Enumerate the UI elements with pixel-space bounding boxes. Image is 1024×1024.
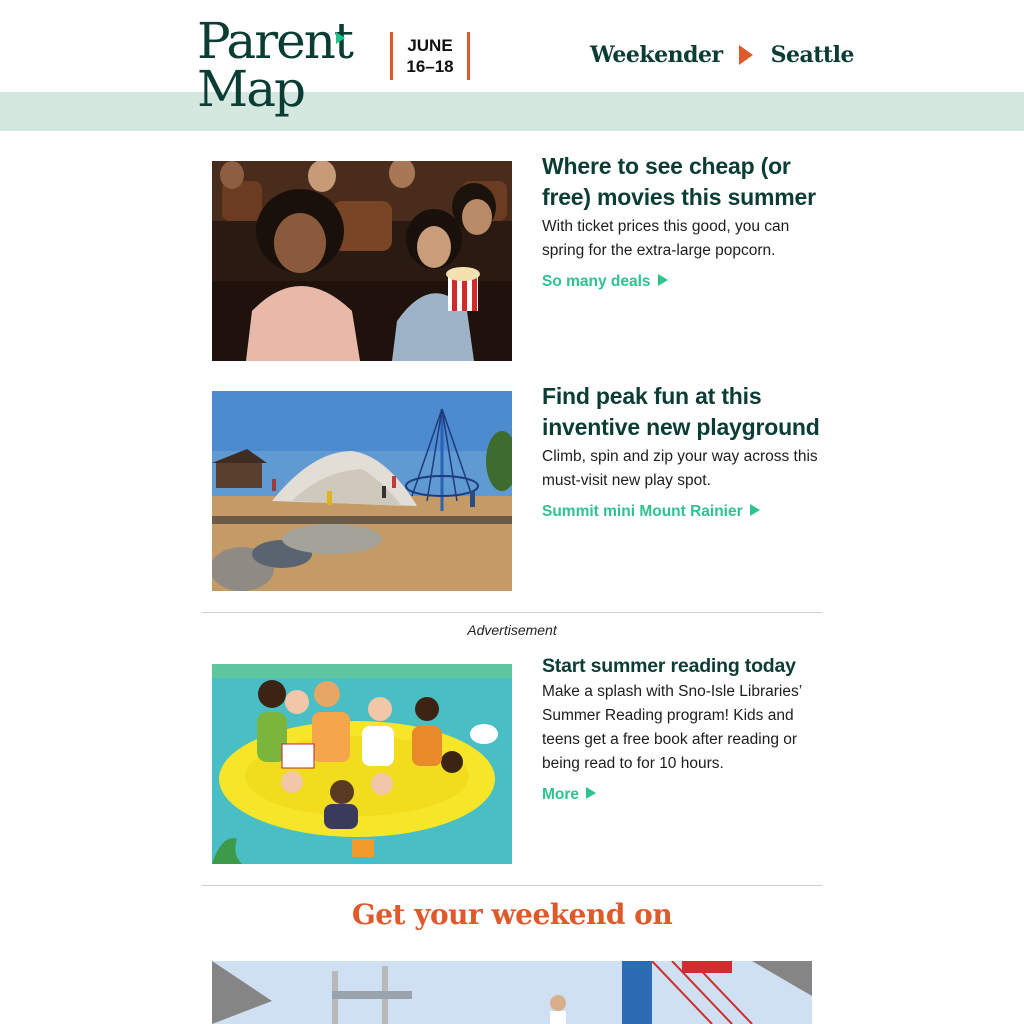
play-arrow-icon [586,787,596,799]
ad-more-link-label: More [542,786,580,803]
logo-line-parent: Parent [197,12,352,70]
date-range: 16–18 [406,57,454,76]
header-band [0,92,1024,131]
divider-bottom [202,885,822,886]
play-arrow-icon [739,45,753,65]
date-month: JUNE [407,36,453,55]
story-movies-description: With ticket prices this good, you can spring for the extra-large popcorn. [542,218,790,259]
play-arrow-icon [658,274,668,286]
newsletter-city: Seattle [770,42,854,68]
story-playground-headline[interactable]: Find peak fun at this inventive new playground [542,383,820,440]
story-playground [212,381,824,591]
story-movies-headline[interactable]: Where to see cheap (or free) movies this summer [542,153,816,210]
story-movies-link-label: So many deals [542,273,651,290]
newsletter-title [590,38,854,72]
ad-more-link[interactable] [542,786,596,804]
section-title: Get your weekend on [351,898,673,931]
story-movies-image[interactable] [212,161,512,361]
story-playground-description: Climb, spin and zip your way across this must-visit new play spot. [542,448,818,489]
weekend-feature-image[interactable] [212,961,812,1024]
play-arrow-icon [750,504,760,516]
ad-summer-reading-image[interactable] [212,664,512,864]
newsletter-name: Weekender [590,42,723,68]
advertisement-label: Advertisement [467,622,557,638]
ad-summer-reading [212,654,824,864]
divider-top [202,612,822,613]
story-movies-link[interactable] [542,273,668,291]
logo-play-icon [336,32,345,44]
story-playground-image[interactable] [212,391,512,591]
ad-description: Make a splash with Sno-Isle Libraries’ Summer Reading program! Kids and teens get a free book after reading or being read to for 10 hours. [542,683,802,772]
story-movies [212,151,824,361]
story-playground-link-label: Summit mini Mount Rainier [542,503,743,520]
story-playground-link[interactable] [542,503,760,521]
issue-date [390,32,470,80]
logo-line-map: Map [197,60,305,118]
ad-headline[interactable]: Start summer reading today [542,655,796,677]
